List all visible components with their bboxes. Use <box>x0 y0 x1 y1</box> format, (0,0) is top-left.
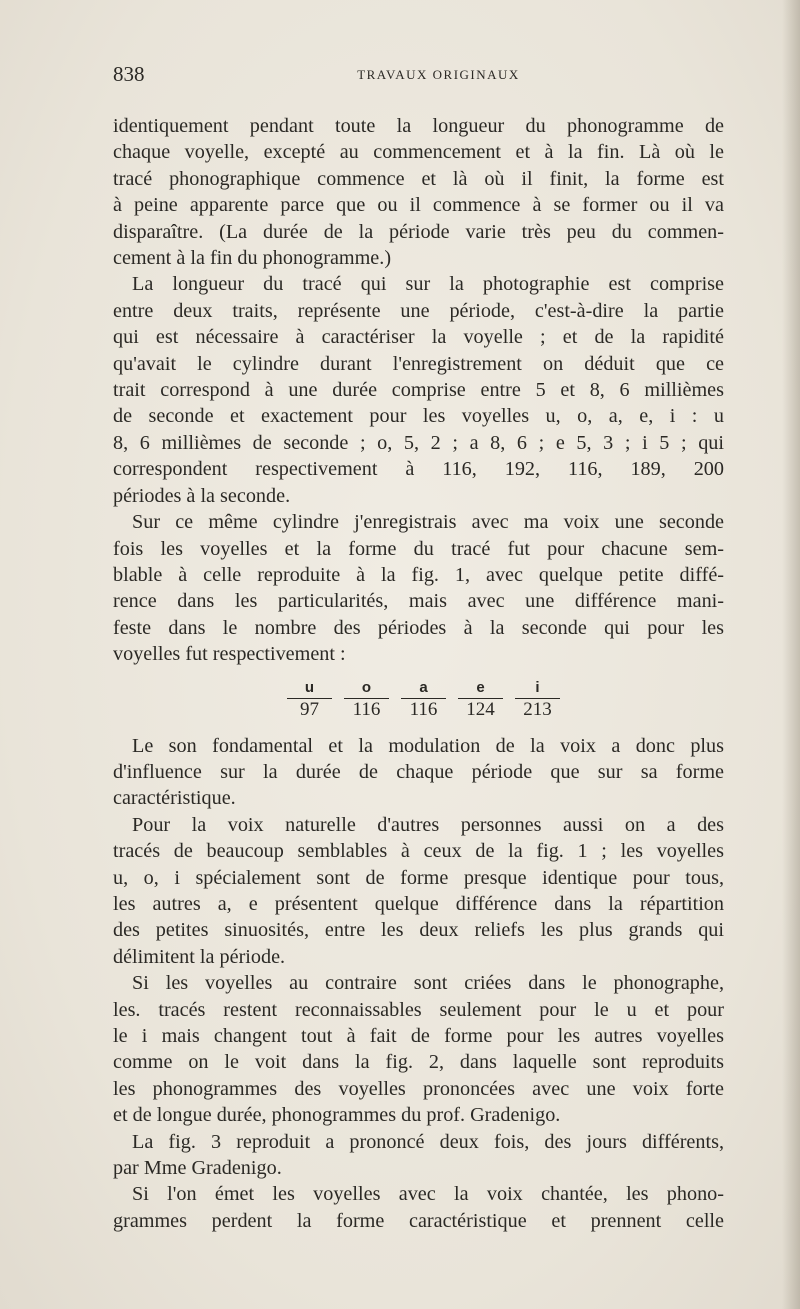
text-line: trait correspond à une durée comprise entre 5 et 8, 6 millièmes <box>113 379 724 402</box>
text-line: Le son fondamental et la modulation de la voix a donc plus <box>132 734 724 757</box>
body-text <box>113 113 724 1234</box>
text-line: La longueur du tracé qui sur la photographie est comprise <box>132 273 724 296</box>
text-line: comme on le voit dans la fig. 2, dans laquelle sont reproduits <box>113 1051 724 1074</box>
page-header <box>113 62 724 90</box>
text-line: les autres a, e présentent quelque différence dans la répartition <box>113 892 724 915</box>
running-head: TRAVAUX ORIGINAUX <box>357 67 520 82</box>
text-line: par Mme Gradenigo. <box>113 1157 282 1180</box>
text-line: caractéristique. <box>113 787 236 810</box>
text-line: Sur ce même cylindre j'enregistrais avec ma voix une seconde <box>132 511 724 534</box>
vowel-period-table <box>113 678 724 721</box>
text-line: de seconde et exactement pour les voyelles u, o, a, e, i : u <box>113 405 724 428</box>
period-count: 213 <box>515 698 560 721</box>
paragraph <box>113 113 724 271</box>
text-line: tracés de beaucoup semblables à ceux de la fig. 1 ; les voyelles <box>113 840 724 863</box>
text-line: 8, 6 millièmes de seconde ; o, 5, 2 ; a 8, 6 ; e 5, 3 ; i 5 ; qui <box>113 431 724 454</box>
vowel-column <box>509 678 566 721</box>
text-line: voyelles fut respectivement : <box>113 643 346 666</box>
text-line: à peine apparente parce que ou il commence à se former ou il va <box>113 194 724 217</box>
text-line: d'influence sur la durée de chaque période que sur sa forme <box>113 760 724 783</box>
text-line: délimitent la période. <box>113 945 286 968</box>
vowel-letter: e <box>476 678 485 696</box>
page-number: 838 <box>113 62 145 86</box>
text-line: cement à la fin du phonogramme.) <box>113 247 392 270</box>
vowel-column <box>281 678 338 721</box>
text-line: correspondent respectivement à 116, 192, 116, 189, 200 <box>113 458 724 481</box>
text-line: La fig. 3 reproduit a prononcé deux fois, des jours différents, <box>132 1130 724 1153</box>
vowel-letter: i <box>535 678 540 696</box>
vowel-letter: o <box>361 678 372 696</box>
text-line: Si l'on émet les voyelles avec la voix chantée, les phono- <box>132 1183 724 1206</box>
text-line: des petites sinuosités, entre les deux reliefs les plus grands qui <box>113 919 724 942</box>
text-line: et de longue durée, phonogrammes du prof. Gradenigo. <box>113 1104 561 1127</box>
paragraph <box>113 812 724 970</box>
paragraph <box>113 1129 724 1182</box>
paragraph <box>113 271 724 509</box>
text-line: disparaître. (La durée de la période varie très peu du commen- <box>113 220 724 243</box>
page-edge-shadow <box>782 0 800 1309</box>
period-count: 116 <box>344 698 389 721</box>
paragraph <box>113 509 724 667</box>
text-line: grammes perdent la forme caractéristique et prennent celle <box>113 1209 724 1232</box>
text-line: Pour la voix naturelle d'autres personnes aussi on a des <box>132 813 724 836</box>
text-line: feste dans le nombre des périodes à la seconde qui pour les <box>113 616 724 639</box>
text-line: périodes à la seconde. <box>113 484 291 507</box>
text-line: u, o, i spécialement sont de forme presque identique pour tous, <box>113 866 724 889</box>
vowel-column <box>452 678 509 721</box>
text-line: rence dans les particularités, mais avec une différence mani- <box>113 590 724 613</box>
text-line: les phonogrammes des voyelles prononcées avec une voix forte <box>113 1077 724 1100</box>
text-line: identiquement pendant toute la longueur du phonogramme de <box>113 115 724 137</box>
paragraph <box>113 970 724 1128</box>
text-line: Si les voyelles au contraire sont criées dans le phonographe, <box>132 972 724 995</box>
text-line: tracé phonographique commence et là où il finit, la forme est <box>113 167 724 190</box>
vowel-letter: u <box>304 678 315 696</box>
text-line: fois les voyelles et la forme du tracé fut pour chacune sem- <box>113 537 724 560</box>
text-line: chaque voyelle, excepté au commencement et à la fin. Là où le <box>113 141 724 164</box>
text-line: blable à celle reproduite à la fig. 1, avec quelque petite diffé- <box>113 563 724 586</box>
text-line: qu'avait le cylindre durant l'enregistrement on déduit que ce <box>113 352 724 375</box>
period-count: 116 <box>401 698 446 721</box>
text-line: qui est nécessaire à caractériser la voyelle ; et de la rapidité <box>113 326 724 349</box>
period-count: 124 <box>458 698 503 721</box>
vowel-column <box>338 678 395 721</box>
text-line: le i mais changent tout à fait de forme pour les autres voyelles <box>113 1025 724 1047</box>
text-line: entre deux traits, représente une période, c'est-à-dire la partie <box>113 299 724 322</box>
vowel-column <box>395 678 452 721</box>
vowel-letter: a <box>419 678 428 696</box>
period-count: 97 <box>287 698 332 721</box>
paragraph <box>113 733 724 812</box>
text-line: les. tracés restent reconnaissables seulement pour le u et pour <box>113 998 724 1021</box>
paragraph <box>113 1181 724 1234</box>
